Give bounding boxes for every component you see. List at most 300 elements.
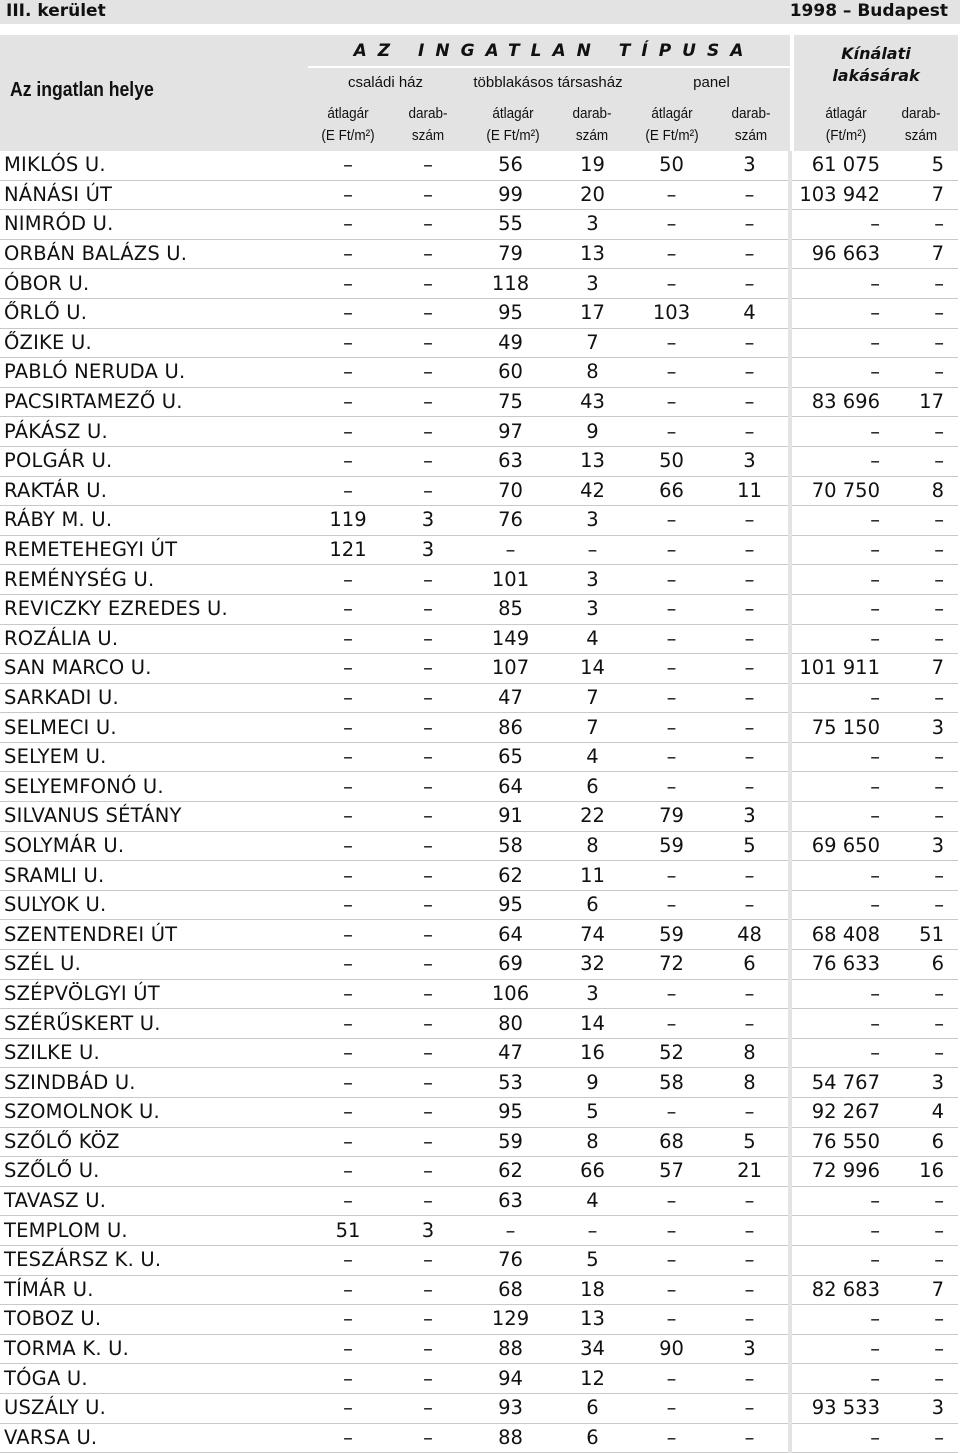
table-row <box>0 594 958 624</box>
family-count-cell: – <box>388 1038 468 1068</box>
offer-avg-cell: – <box>790 772 892 802</box>
table-row <box>0 1245 958 1275</box>
multi-count-cell: 19 <box>553 151 632 180</box>
multi-avg-cell: 95 <box>468 298 553 328</box>
multi-avg-cell: 47 <box>468 683 553 713</box>
multi-avg-cell: 149 <box>468 624 553 654</box>
family-count-cell: – <box>388 1186 468 1216</box>
col-unit: (E Ft/m²) <box>486 127 540 144</box>
offer-avg-cell: 69 650 <box>790 831 892 861</box>
offer-count-cell: – <box>892 1334 958 1364</box>
family-count-cell: – <box>388 1423 468 1453</box>
multi-count-cell: 43 <box>553 387 632 417</box>
offer-count-cell: – <box>892 1423 958 1453</box>
family-count-cell: – <box>388 683 468 713</box>
offer-avg-cell: 72 996 <box>790 1157 892 1187</box>
table-row <box>0 1157 958 1187</box>
panel-count-cell: 21 <box>711 1157 790 1187</box>
family-count-cell: – <box>388 1068 468 1098</box>
panel-count-cell: – <box>711 1423 790 1453</box>
panel-avg-cell: 58 <box>632 1068 711 1098</box>
panel-count-cell: – <box>711 683 790 713</box>
street-name-cell: SZŐLŐ U. <box>0 1157 308 1187</box>
panel-avg-cell: 59 <box>632 920 711 950</box>
panel-avg-cell: – <box>632 387 711 417</box>
street-name-cell: PACSIRTAMEZŐ U. <box>0 387 308 417</box>
panel-avg-cell: – <box>632 506 711 536</box>
offer-avg-cell: 70 750 <box>790 476 892 506</box>
panel-avg-cell: 72 <box>632 950 711 980</box>
offer-avg-cell: 82 683 <box>790 1275 892 1305</box>
panel-count-cell: – <box>711 624 790 654</box>
offer-avg-cell: – <box>790 1364 892 1394</box>
offer-avg-cell: – <box>790 742 892 772</box>
multi-avg-cell: – <box>468 535 553 565</box>
street-name-cell: SZOMOLNOK U. <box>0 1098 308 1128</box>
multi-count-cell: 6 <box>553 1393 632 1423</box>
panel-count-cell: – <box>711 417 790 447</box>
panel-count-cell: 5 <box>711 831 790 861</box>
multi-avg-cell: 93 <box>468 1393 553 1423</box>
col-family-count <box>392 103 464 147</box>
family-avg-cell: – <box>308 358 388 388</box>
family-avg-cell: – <box>308 1068 388 1098</box>
offer-avg-cell: – <box>790 1216 892 1246</box>
family-avg-cell: – <box>308 742 388 772</box>
family-count-cell: – <box>388 476 468 506</box>
panel-avg-cell: – <box>632 683 711 713</box>
table-row <box>0 772 958 802</box>
family-count-cell: – <box>388 417 468 447</box>
table-row <box>0 1334 958 1364</box>
offer-avg-cell: – <box>790 683 892 713</box>
panel-avg-cell: 50 <box>632 446 711 476</box>
offer-count-cell: 3 <box>892 1068 958 1098</box>
offer-count-cell: – <box>892 1038 958 1068</box>
family-avg-cell: – <box>308 269 388 299</box>
multi-count-cell: 8 <box>553 1127 632 1157</box>
table-row <box>0 328 958 358</box>
table-row <box>0 1216 958 1246</box>
offer-avg-cell: – <box>790 1186 892 1216</box>
multi-count-cell: – <box>553 535 632 565</box>
offer-count-cell: – <box>892 1009 958 1039</box>
family-count-cell: – <box>388 210 468 240</box>
multi-avg-cell: 64 <box>468 920 553 950</box>
family-avg-cell: – <box>308 950 388 980</box>
col-label-2: szám <box>411 127 445 144</box>
panel-count-cell: – <box>711 269 790 299</box>
offer-avg-cell: – <box>790 446 892 476</box>
table-row <box>0 298 958 328</box>
offer-avg-cell: – <box>790 979 892 1009</box>
panel-count-cell: – <box>711 713 790 743</box>
table-row <box>0 950 958 980</box>
multi-count-cell: 6 <box>553 890 632 920</box>
table-row <box>0 180 958 210</box>
multi-avg-cell: 76 <box>468 1245 553 1275</box>
family-avg-cell: – <box>308 1127 388 1157</box>
multi-count-cell: 8 <box>553 358 632 388</box>
multi-avg-cell: 107 <box>468 654 553 684</box>
family-count-cell: – <box>388 239 468 269</box>
multi-avg-cell: 55 <box>468 210 553 240</box>
family-avg-cell: – <box>308 979 388 1009</box>
multi-avg-cell: 95 <box>468 1098 553 1128</box>
multi-avg-cell: 69 <box>468 950 553 980</box>
family-avg-cell: – <box>308 772 388 802</box>
panel-avg-cell: – <box>632 979 711 1009</box>
table-row <box>0 506 958 536</box>
panel-avg-cell: – <box>632 772 711 802</box>
col-label: darab- <box>572 105 612 122</box>
table-row <box>0 831 958 861</box>
table-row <box>0 1127 958 1157</box>
multi-avg-cell: 106 <box>468 979 553 1009</box>
offer-count-cell: – <box>892 506 958 536</box>
panel-count-cell: – <box>711 861 790 891</box>
panel-count-cell: – <box>711 1364 790 1394</box>
multi-avg-cell: 47 <box>468 1038 553 1068</box>
multi-count-cell: 7 <box>553 328 632 358</box>
multi-count-cell: 14 <box>553 1009 632 1039</box>
offer-avg-cell: – <box>790 1305 892 1335</box>
street-name-cell: SZÉRŰSKERT U. <box>0 1009 308 1039</box>
street-name-cell: SZÉPVÖLGYI ÚT <box>0 979 308 1009</box>
family-avg-cell: – <box>308 1275 388 1305</box>
offer-count-cell: 17 <box>892 387 958 417</box>
street-name-cell: REVICZKY EZREDES U. <box>0 594 308 624</box>
table-row <box>0 861 958 891</box>
table-row <box>0 269 958 299</box>
multi-count-cell: 4 <box>553 742 632 772</box>
street-name-cell: ÓBOR U. <box>0 269 308 299</box>
panel-count-cell: – <box>711 506 790 536</box>
street-name-cell: RAKTÁR U. <box>0 476 308 506</box>
street-name-cell: NIMRÓD U. <box>0 210 308 240</box>
offer-avg-cell: – <box>790 1038 892 1068</box>
family-avg-cell: – <box>308 831 388 861</box>
multi-avg-cell: 65 <box>468 742 553 772</box>
panel-count-cell: – <box>711 565 790 595</box>
family-avg-cell: – <box>308 1393 388 1423</box>
panel-count-cell: – <box>711 1098 790 1128</box>
multi-avg-cell: 97 <box>468 417 553 447</box>
offer-count-cell: 3 <box>892 831 958 861</box>
family-count-cell: – <box>388 358 468 388</box>
street-name-cell: SOLYMÁR U. <box>0 831 308 861</box>
street-name-cell: POLGÁR U. <box>0 446 308 476</box>
table-row <box>0 713 958 743</box>
family-count-cell: – <box>388 1364 468 1394</box>
family-avg-cell: – <box>308 861 388 891</box>
offer-count-cell: – <box>892 328 958 358</box>
offer-avg-cell: 54 767 <box>790 1068 892 1098</box>
offer-count-cell: 7 <box>892 654 958 684</box>
panel-avg-cell: – <box>632 1186 711 1216</box>
multi-avg-cell: 95 <box>468 890 553 920</box>
offer-count-cell: 3 <box>892 713 958 743</box>
panel-count-cell: – <box>711 1393 790 1423</box>
panel-avg-cell: 79 <box>632 802 711 832</box>
multi-count-cell: 13 <box>553 446 632 476</box>
panel-avg-cell: – <box>632 742 711 772</box>
table-row <box>0 476 958 506</box>
family-count-cell: – <box>388 180 468 210</box>
street-name-cell: TESZÁRSZ K. U. <box>0 1245 308 1275</box>
family-count-cell: – <box>388 831 468 861</box>
family-count-cell: – <box>388 861 468 891</box>
table-row <box>0 624 958 654</box>
multi-count-cell: 20 <box>553 180 632 210</box>
multi-count-cell: 3 <box>553 565 632 595</box>
panel-avg-cell: 59 <box>632 831 711 861</box>
table-row <box>0 654 958 684</box>
offer-avg-cell: – <box>790 358 892 388</box>
multi-count-cell: 3 <box>553 979 632 1009</box>
panel-avg-cell: 57 <box>632 1157 711 1187</box>
family-avg-cell: – <box>308 890 388 920</box>
table-row <box>0 565 958 595</box>
multi-avg-cell: 64 <box>468 772 553 802</box>
offer-avg-cell: – <box>790 298 892 328</box>
table-row <box>0 387 958 417</box>
table-row <box>0 535 958 565</box>
panel-avg-cell: – <box>632 269 711 299</box>
header-divider <box>308 66 790 68</box>
offer-price-title <box>794 43 958 87</box>
col-multi-avg <box>477 103 549 147</box>
multi-avg-cell: 68 <box>468 1275 553 1305</box>
family-count-cell: – <box>388 802 468 832</box>
panel-avg-cell: – <box>632 594 711 624</box>
multi-count-cell: 17 <box>553 298 632 328</box>
family-count-cell: – <box>388 624 468 654</box>
family-count-cell: – <box>388 387 468 417</box>
offer-count-cell: 6 <box>892 950 958 980</box>
street-name-cell: SZŐLŐ KÖZ <box>0 1127 308 1157</box>
street-name-cell: TORMA K. U. <box>0 1334 308 1364</box>
multi-avg-cell: 75 <box>468 387 553 417</box>
street-name-cell: SZINDBÁD U. <box>0 1068 308 1098</box>
multi-avg-cell: 53 <box>468 1068 553 1098</box>
panel-avg-cell: – <box>632 239 711 269</box>
multi-count-cell: 6 <box>553 772 632 802</box>
offer-count-cell: – <box>892 1216 958 1246</box>
table-row <box>0 1009 958 1039</box>
panel-count-cell: – <box>711 358 790 388</box>
offer-count-cell: – <box>892 446 958 476</box>
offer-avg-cell: – <box>790 328 892 358</box>
panel-avg-cell: – <box>632 1245 711 1275</box>
panel-avg-cell: – <box>632 1393 711 1423</box>
multi-count-cell: 12 <box>553 1364 632 1394</box>
offer-title-line-1: Kínálati <box>841 44 911 63</box>
offer-avg-cell: – <box>790 1245 892 1275</box>
panel-count-cell: – <box>711 1009 790 1039</box>
street-name-cell: PÁKÁSZ U. <box>0 417 308 447</box>
col-unit: (E Ft/m²) <box>645 127 699 144</box>
offer-count-cell: – <box>892 890 958 920</box>
offer-avg-cell: – <box>790 890 892 920</box>
multi-avg-cell: 62 <box>468 861 553 891</box>
family-avg-cell: – <box>308 1038 388 1068</box>
col-label: átlagár <box>327 105 369 122</box>
multi-count-cell: – <box>553 1216 632 1246</box>
panel-count-cell: – <box>711 180 790 210</box>
street-name-cell: TOBOZ U. <box>0 1305 308 1335</box>
price-table <box>0 151 958 1453</box>
table-row <box>0 1305 958 1335</box>
group-panel: panel <box>693 74 730 91</box>
offer-count-cell: – <box>892 772 958 802</box>
table-row <box>0 1275 958 1305</box>
family-avg-cell: – <box>308 180 388 210</box>
panel-count-cell: 8 <box>711 1038 790 1068</box>
family-avg-cell: – <box>308 713 388 743</box>
family-avg-cell: – <box>308 1009 388 1039</box>
offer-count-cell: – <box>892 210 958 240</box>
offer-count-cell: – <box>892 1364 958 1394</box>
multi-count-cell: 34 <box>553 1334 632 1364</box>
panel-count-cell: – <box>711 979 790 1009</box>
offer-avg-cell: 101 911 <box>790 654 892 684</box>
offer-avg-cell: – <box>790 624 892 654</box>
panel-avg-cell: – <box>632 180 711 210</box>
table-row <box>0 1098 958 1128</box>
family-count-cell: 3 <box>388 535 468 565</box>
panel-count-cell: 8 <box>711 1068 790 1098</box>
family-avg-cell: – <box>308 624 388 654</box>
table-row <box>0 920 958 950</box>
street-name-cell: SAN MARCO U. <box>0 654 308 684</box>
col-unit: (Ft/m²) <box>825 127 867 144</box>
multi-count-cell: 3 <box>553 269 632 299</box>
family-avg-cell: 119 <box>308 506 388 536</box>
panel-count-cell: – <box>711 1275 790 1305</box>
multi-avg-cell: 56 <box>468 151 553 180</box>
offer-count-cell: 3 <box>892 1393 958 1423</box>
multi-count-cell: 13 <box>553 1305 632 1335</box>
offer-avg-cell: 61 075 <box>790 151 892 180</box>
offer-avg-cell: – <box>790 506 892 536</box>
family-count-cell: – <box>388 1098 468 1128</box>
offer-count-cell: 5 <box>892 151 958 180</box>
table-row <box>0 417 958 447</box>
offer-count-cell: – <box>892 861 958 891</box>
multi-avg-cell: 129 <box>468 1305 553 1335</box>
family-avg-cell: – <box>308 298 388 328</box>
panel-avg-cell: 103 <box>632 298 711 328</box>
offer-count-cell: – <box>892 358 958 388</box>
offer-count-cell: – <box>892 535 958 565</box>
offer-count-cell: 16 <box>892 1157 958 1187</box>
family-count-cell: 3 <box>388 1216 468 1246</box>
family-count-cell: – <box>388 654 468 684</box>
col-panel-avg <box>636 103 708 147</box>
table-row <box>0 683 958 713</box>
offer-avg-cell: – <box>790 1423 892 1453</box>
multi-avg-cell: 49 <box>468 328 553 358</box>
offer-avg-cell: – <box>790 417 892 447</box>
family-count-cell: – <box>388 920 468 950</box>
family-avg-cell: – <box>308 1157 388 1187</box>
family-count-cell: – <box>388 594 468 624</box>
street-name-cell: TÍMÁR U. <box>0 1275 308 1305</box>
col-label: átlagár <box>651 105 693 122</box>
family-count-cell: – <box>388 1275 468 1305</box>
panel-count-cell: – <box>711 210 790 240</box>
street-name-cell: SELYEMFONÓ U. <box>0 772 308 802</box>
panel-count-cell: – <box>711 387 790 417</box>
table-row <box>0 979 958 1009</box>
multi-avg-cell: 63 <box>468 1186 553 1216</box>
multi-avg-cell: 63 <box>468 446 553 476</box>
street-name-cell: ROZÁLIA U. <box>0 624 308 654</box>
multi-avg-cell: 59 <box>468 1127 553 1157</box>
panel-count-cell: 48 <box>711 920 790 950</box>
multi-avg-cell: 62 <box>468 1157 553 1187</box>
panel-count-cell: 5 <box>711 1127 790 1157</box>
offer-avg-cell: 93 533 <box>790 1393 892 1423</box>
table-row <box>0 1423 958 1453</box>
offer-avg-cell: 103 942 <box>790 180 892 210</box>
offer-avg-cell: 83 696 <box>790 387 892 417</box>
family-avg-cell: – <box>308 210 388 240</box>
street-name-cell: SELYEM U. <box>0 742 308 772</box>
offer-avg-cell: – <box>790 1334 892 1364</box>
family-avg-cell: – <box>308 802 388 832</box>
family-count-cell: – <box>388 1009 468 1039</box>
offer-count-cell: – <box>892 683 958 713</box>
multi-avg-cell: 88 <box>468 1423 553 1453</box>
street-name-cell: SZÉL U. <box>0 950 308 980</box>
offer-count-cell: – <box>892 742 958 772</box>
table-row <box>0 1068 958 1098</box>
table-row <box>0 802 958 832</box>
multi-count-cell: 5 <box>553 1245 632 1275</box>
family-count-cell: – <box>388 742 468 772</box>
family-avg-cell: – <box>308 1098 388 1128</box>
street-name-cell: SARKADI U. <box>0 683 308 713</box>
street-name-cell: MIKLÓS U. <box>0 151 308 180</box>
family-avg-cell: 51 <box>308 1216 388 1246</box>
offer-avg-cell: – <box>790 269 892 299</box>
family-avg-cell: – <box>308 476 388 506</box>
offer-avg-cell: – <box>790 861 892 891</box>
family-avg-cell: – <box>308 1423 388 1453</box>
group-multi-unit: többlakásos társasház <box>473 74 623 91</box>
street-name-cell: SULYOK U. <box>0 890 308 920</box>
multi-avg-cell: 80 <box>468 1009 553 1039</box>
multi-count-cell: 4 <box>553 624 632 654</box>
multi-count-cell: 32 <box>553 950 632 980</box>
family-avg-cell: – <box>308 151 388 180</box>
offer-count-cell: 7 <box>892 239 958 269</box>
panel-avg-cell: 50 <box>632 151 711 180</box>
panel-avg-cell: – <box>632 417 711 447</box>
table-row <box>0 358 958 388</box>
table-row <box>0 1038 958 1068</box>
family-avg-cell: – <box>308 239 388 269</box>
panel-avg-cell: – <box>632 654 711 684</box>
family-count-cell: – <box>388 950 468 980</box>
multi-avg-cell: 86 <box>468 713 553 743</box>
street-name-cell: SZILKE U. <box>0 1038 308 1068</box>
place-header: Az ingatlan helye <box>10 79 154 101</box>
offer-avg-cell: – <box>790 1009 892 1039</box>
street-name-cell: ORBÁN BALÁZS U. <box>0 239 308 269</box>
